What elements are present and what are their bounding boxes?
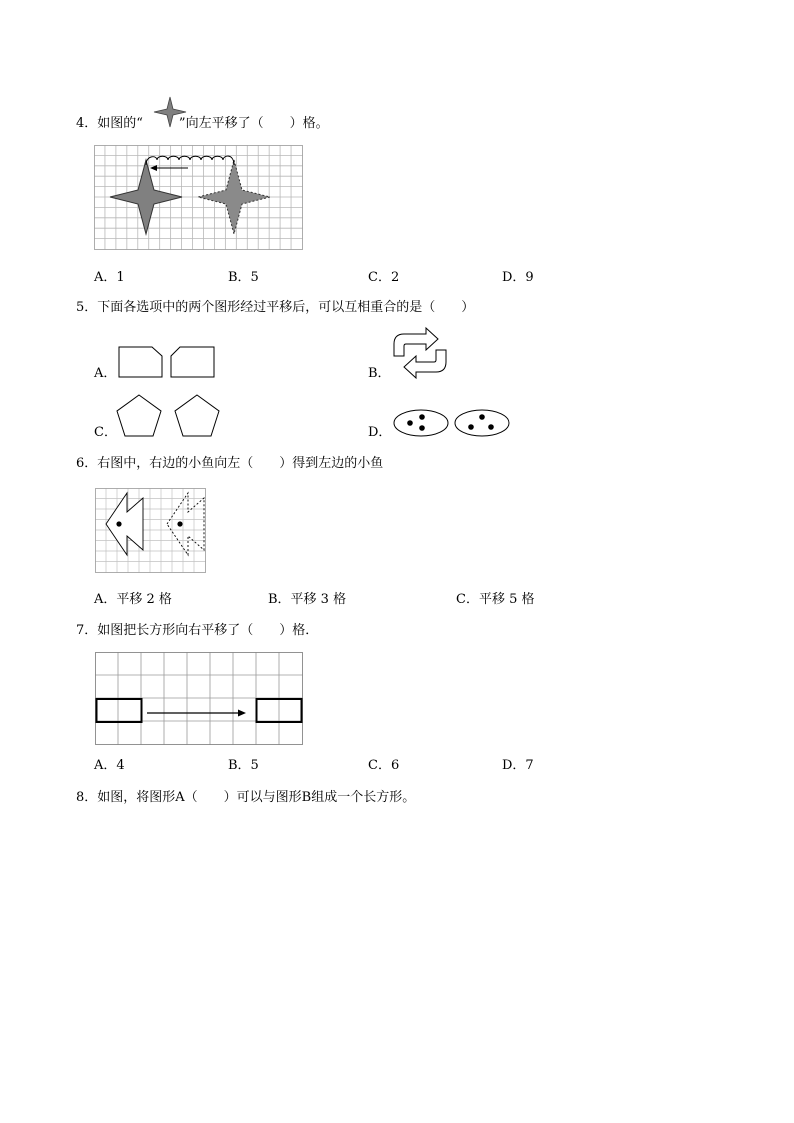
q4-option-a[interactable]: A．1 [94, 270, 125, 285]
q4-option-b[interactable]: B．5 [228, 270, 259, 285]
q6-right-fish [167, 493, 204, 555]
q6-stem: 6．右图中，右边的小鱼向左（ ）得到左边的小鱼 [76, 456, 384, 471]
q7-option-a[interactable]: A．4 [94, 758, 125, 773]
q7-option-d[interactable]: D．7 [502, 758, 534, 773]
q5-option-a[interactable]: A． [94, 366, 117, 381]
q5-stem: 5．下面各选项中的两个图形经过平移后，可以互相重合的是（ ） [76, 300, 475, 315]
q6-option-b[interactable]: B．平移 3 格 [268, 592, 347, 607]
q8-stem: 8．如图，将图形A（ ）可以与图形B组成一个长方形。 [76, 790, 416, 805]
q5-option-c-figure [116, 394, 222, 438]
q4-right-star [198, 160, 270, 234]
q6-option-a[interactable]: A．平移 2 格 [94, 592, 172, 607]
q6-fish-grid-figure [95, 488, 207, 574]
q4-count-arcs [146, 156, 234, 165]
q4-stem [76, 116, 329, 132]
q7-option-b[interactable]: B．5 [228, 758, 259, 773]
q4-option-d[interactable]: D．9 [502, 270, 534, 285]
q7-grid-figure [95, 652, 305, 748]
q4-stem-before: 4．如图的“ [76, 116, 143, 131]
q5-option-d[interactable]: D． [368, 425, 392, 440]
q4-grid-figure [94, 145, 304, 251]
q7-stem: 7．如图把长方形向右平移了（ ）格． [76, 623, 319, 638]
q7-left-rectangle [97, 699, 142, 722]
q4-star-icon [152, 96, 188, 128]
q4-option-c[interactable]: C．2 [368, 270, 400, 285]
q5-option-b-figure [390, 326, 450, 380]
q5-option-b[interactable]: B． [368, 366, 391, 381]
q7-option-c[interactable]: C．6 [368, 758, 400, 773]
q5-option-c[interactable]: C． [94, 425, 117, 440]
q6-option-c[interactable]: C．平移 5 格 [456, 592, 535, 607]
q6-left-fish [106, 493, 143, 555]
q4-left-star [110, 160, 182, 234]
q4-stem-after: ”向左平移了（ ）格。 [178, 116, 329, 131]
q5-option-a-figure [118, 346, 218, 378]
q5-option-d-figure [393, 408, 511, 438]
